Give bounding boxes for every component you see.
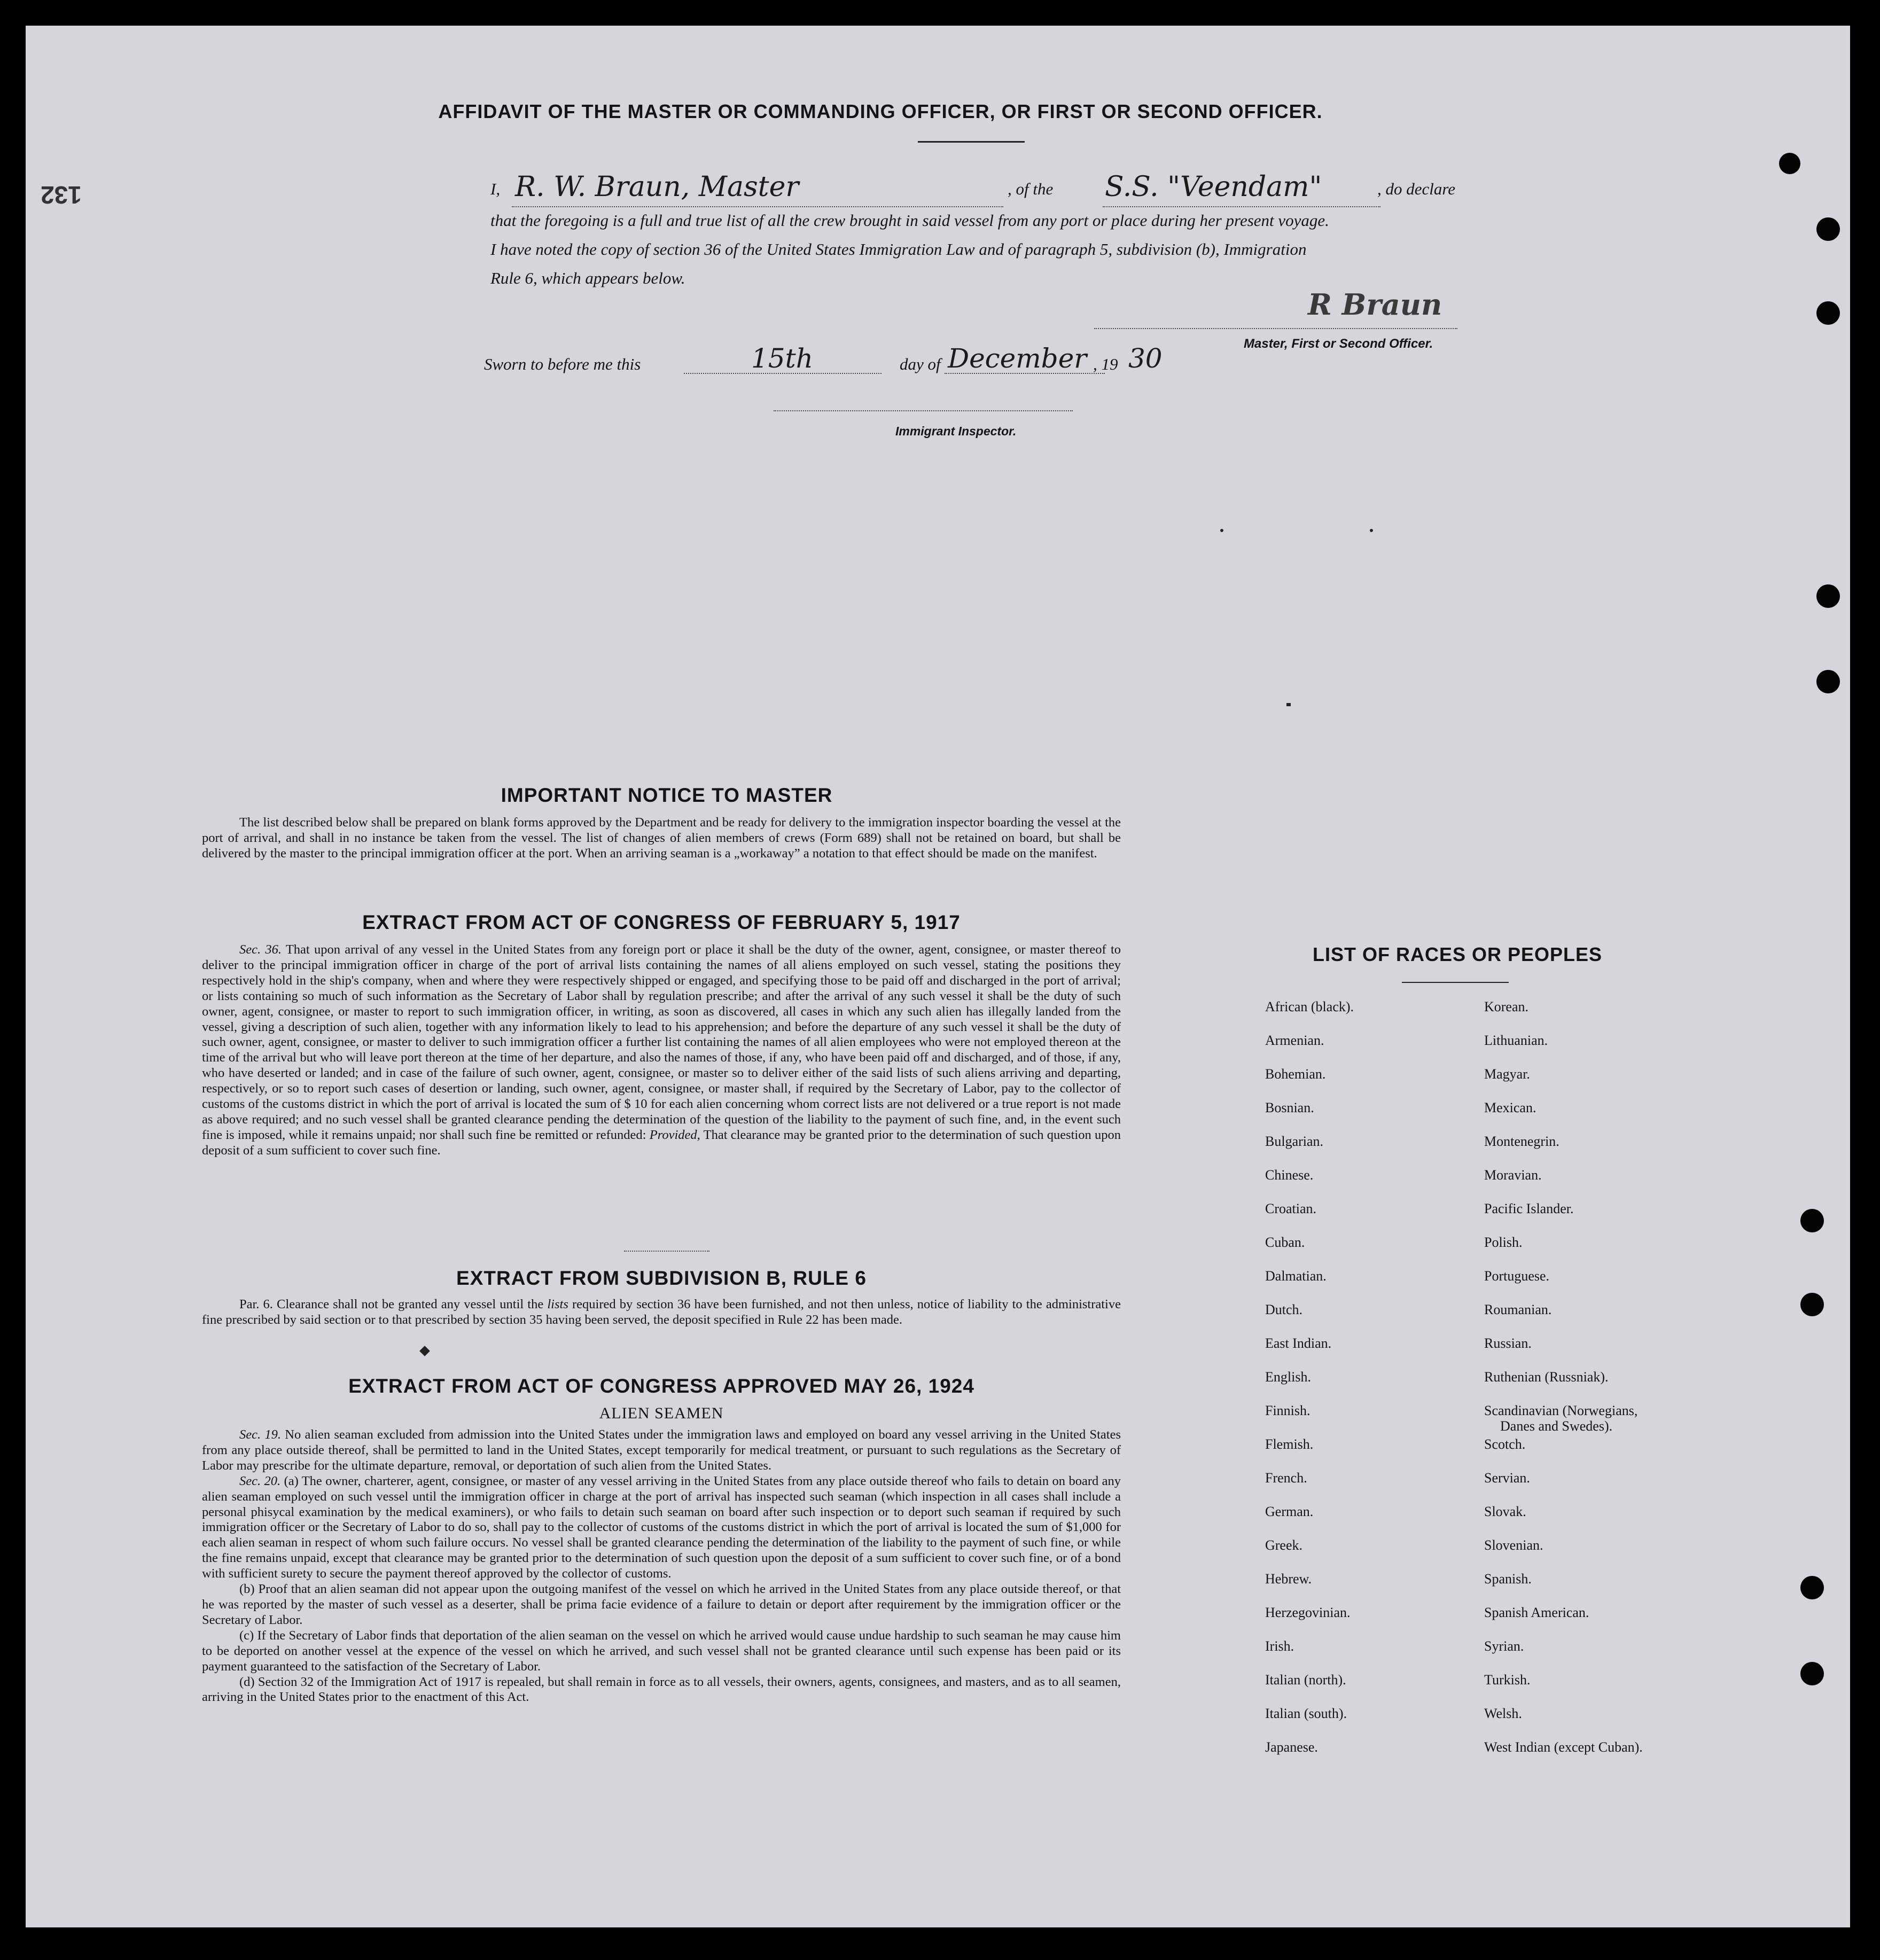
- race-item: Welsh.: [1484, 1706, 1522, 1721]
- notice-paragraph: The list described below shall be prepared on blank forms approved by the Department and be ready for delivery to the immigration inspector boarding the vessel at the port of arrival, and shall in no instance be taken from the vessel. The list of changes of alien members of crews (Form 689) shall not be retained on board, but shall be delivered by the master to the principal immigration officer at the port. When an arriving seaman is a „workaway” a notation to that effect should be made on the manifest.: [202, 815, 1121, 861]
- do-declare-label: , do declare: [1377, 179, 1456, 198]
- lists-word: lists: [547, 1297, 568, 1311]
- inspector-rule: [774, 410, 1073, 411]
- race-item: Roumanian.: [1484, 1302, 1552, 1317]
- race-item: Irish.: [1265, 1638, 1294, 1654]
- vessel-name: S.S. "Veendam": [1105, 171, 1322, 203]
- race-item: Herzegovinian.: [1265, 1605, 1351, 1620]
- sec-36-paragraph: [202, 942, 1121, 1159]
- master-name: R. W. Braun, Master: [515, 171, 799, 203]
- sec-20a-paragraph: [202, 1474, 1121, 1582]
- sworn-day: 15th: [751, 343, 813, 374]
- races-list: [1238, 999, 1773, 1790]
- race-item: Pacific Islander.: [1484, 1201, 1574, 1216]
- par-6-start: Par. 6. Clearance shall not be granted any vessel until the: [239, 1297, 544, 1311]
- sec-36-label: Sec. 36.: [239, 942, 282, 957]
- punch-hole: [1816, 670, 1840, 693]
- signature-rule: [1094, 328, 1457, 329]
- punch-hole: [1816, 217, 1840, 241]
- races-title: LIST OF RACES OR PEOPLES: [1312, 943, 1603, 965]
- notice-text: [202, 815, 1121, 862]
- document-page: [26, 26, 1850, 1927]
- year-suffix: 30: [1128, 343, 1163, 374]
- master-signature: R Braun: [1308, 287, 1442, 322]
- scan-mark: [1286, 703, 1291, 706]
- race-item: Spanish American.: [1484, 1605, 1589, 1620]
- extract-1924-title: EXTRACT FROM ACT OF CONGRESS APPROVED MAY 26, 1924: [348, 1375, 974, 1397]
- sec-19-paragraph: [202, 1427, 1121, 1474]
- race-item: Ruthenian (Russniak).: [1484, 1369, 1609, 1385]
- race-item: Italian (south).: [1265, 1706, 1347, 1721]
- race-item: Turkish.: [1484, 1672, 1531, 1688]
- extract-rule6-text: [202, 1297, 1121, 1328]
- race-item: Mexican.: [1484, 1100, 1536, 1115]
- race-item: Bohemian.: [1265, 1066, 1326, 1082]
- race-item: Japanese.: [1265, 1739, 1318, 1755]
- race-item: Montenegrin.: [1484, 1134, 1559, 1149]
- notice-title: IMPORTANT NOTICE TO MASTER: [501, 784, 833, 806]
- race-item: Slovenian.: [1484, 1537, 1543, 1553]
- declaration-line-4: Rule 6, which appears below.: [490, 269, 685, 287]
- day-of-label: day of: [900, 355, 941, 373]
- declaration-line-3: I have noted the copy of section 36 of the United States Immigration Law and of paragraph 5, subdivision (b), Immigration: [490, 240, 1307, 259]
- sworn-month-rule: [945, 373, 1105, 374]
- par-6-paragraph: [202, 1297, 1121, 1328]
- sworn-label: Sworn to before me this: [484, 355, 641, 373]
- extract-1924-subtitle: ALIEN SEAMEN: [599, 1404, 724, 1422]
- punch-hole: [1779, 153, 1800, 174]
- declaration-line-2: that the foregoing is a full and true list of all the crew brought in said vessel from any port or place during her present voyage.: [490, 211, 1329, 230]
- punch-hole: [1800, 1209, 1824, 1232]
- provided-label: Provided,: [649, 1127, 700, 1142]
- inspector-caption: Immigrant Inspector.: [895, 424, 1017, 438]
- race-item: Servian.: [1484, 1470, 1530, 1486]
- section-divider: [624, 1251, 709, 1252]
- race-item: Danes and Swedes).: [1500, 1418, 1613, 1434]
- race-item: Flemish.: [1265, 1436, 1314, 1452]
- race-item: Bosnian.: [1265, 1100, 1314, 1115]
- race-item: Syrian.: [1484, 1638, 1524, 1654]
- sec-20a-text: (a) The owner, charterer, agent, consignee, or master of any vessel arriving in the United States from any place outside thereof who fails to detain on board any alien seaman employed on such vessel until the immigration officer in charge at the port of arrival has inspected such seaman (which inspection in all cases shall include a personal phisycal examination by the medical examiners), or who fails to detain such seaman on board after such inspection or to deport such seaman if required by such immigration officer or the Secretary of Labor to do so, shall pay to the collector of customs of the customs district in which the port of arrival is located the sum of $1,000 for each alien seaman in respect of whom such failure occurs. No vessel shall be granted clearance pending the determination of the liability to the payment of such fine, or while the fine remains unpaid, except that clearance may be granted prior to the determination of such question upon the deposit of a sum sufficient to cover such fine, or of a bond with sufficient surety to secure the payment thereof approved by the collector of customs.: [202, 1473, 1121, 1581]
- race-item: African (black).: [1265, 999, 1354, 1014]
- race-item: West Indian (except Cuban).: [1484, 1739, 1643, 1755]
- punch-hole: [1800, 1576, 1824, 1599]
- race-item: Finnish.: [1265, 1403, 1310, 1418]
- race-item: Greek.: [1265, 1537, 1303, 1553]
- signature-caption: Master, First or Second Officer.: [1244, 337, 1433, 351]
- race-item: Portuguese.: [1484, 1268, 1550, 1284]
- punch-hole: [1800, 1662, 1824, 1685]
- extract-1924-text: [202, 1427, 1121, 1705]
- sworn-month: December: [948, 343, 1087, 374]
- sec-36-text: That upon arrival of any vessel in the United States from any foreign port or place it shall be the duty of the owner, agent, consignee, or master thereof to deliver to the principal immigration officer in charge of the port of arrival lists containing the names of all aliens employed on such vessel, stating the positions they respectively hold in the ship's company, when and where they were respectively shipped or engaged, and specifying those to be paid off and discharged in the port of arrival; or lists containing so much of such information as the Secretary of Labor shall by regulation prescribe; and after the arrival of any such vessel it shall be the duty of such owner, agent, consignee, or master to report to such immigration officer, in writing, as soon as discovered, all cases in which any such alien has illegally landed from the vessel, giving a description of such alien, together with any information likely to lead to his apprehension; and before the departure of any such vessel it shall be the duty of such owner, agent, consignee, or master to deliver to such immigration officer a further list containing the names of all alien employees who were not employed thereon at the time of the arrival but who will leave port thereon at the time of her departure, and also the names of those, if any, who have been paid off and discharged, and of those, if any, who have deserted or landed; and in case of the failure of such owner, agent, consignee, or master so to deliver either of the said lists of such aliens arriving and departing, respectively, or so to report such cases of desertion or landing, such owner, agent, consignee, or master shall, if required by the Secretary of Labor, pay to the collector of customs of the customs district in which the port of arrival is located the sum of $ 10 for each alien concerning whom correct lists are not delivered or a true report is not made as above required; and no such vessel shall be granted clearance pending the determination of the question of the liability to the payment of such fine, and, in the event such fine is imposed, while it remains unpaid; nor shall such fine be remitted or refunded:: [202, 942, 1121, 1142]
- race-item: Cuban.: [1265, 1235, 1305, 1250]
- year-prefix: , 19: [1093, 355, 1118, 373]
- scan-mark: [1370, 529, 1373, 532]
- i-label: I,: [490, 179, 501, 198]
- sworn-day-rule: [684, 373, 882, 374]
- punch-hole: [1800, 1293, 1824, 1316]
- of-the-label: , of the: [1008, 179, 1054, 198]
- extract-1917-title: EXTRACT FROM ACT OF CONGRESS OF FEBRUARY 5, 1917: [362, 911, 961, 933]
- race-item: Armenian.: [1265, 1033, 1324, 1048]
- sec-36-text-end: That clearance may be granted prior to the determination of such question upon deposit of a sum sufficient to cover such fine.: [202, 1127, 1121, 1158]
- scan-mark: [1220, 529, 1223, 532]
- declare-line: [490, 171, 1505, 206]
- extract-1917-text: [202, 942, 1121, 1159]
- sec-19-text: No alien seaman excluded from admission into the United States under the immigration laws and employed on board any vessel arriving in the United States from any place outside thereof, shall be permitted to land in the United States, except temporarily for medical treatment, or pursuant to such regulations as the Secretary of Labor may prescribe for the ultimate departure, removal, or deportation of such alien from the United States.: [202, 1427, 1121, 1473]
- affidavit-title: AFFIDAVIT OF THE MASTER OR COMMANDING OFFICER, OR FIRST OR SECOND OFFICER.: [438, 100, 1323, 122]
- punch-hole: [1816, 301, 1840, 325]
- par-6-end: required by section 36 have been furnished, and not then unless, notice of liability to the administrative fine prescribed by said section or to that prescribed by section 35 having been served, the deposit specified in Rule 22 has been made.: [202, 1297, 1121, 1327]
- title-underline: [918, 141, 1025, 143]
- race-item: Italian (north).: [1265, 1672, 1346, 1688]
- punch-hole: [1816, 584, 1840, 608]
- race-item: Scotch.: [1484, 1436, 1526, 1452]
- race-item: Russian.: [1484, 1336, 1532, 1351]
- sec-20b-paragraph: (b) Proof that an alien seaman did not appear upon the outgoing manifest of the vessel on which he arrived in the United States from any place outside thereof, or that he was reported by the master of such vessel as a deserter, shall be prima facie evidence of a failure to detain or deport after requirement by the immigration officer or the Secretary of Labor.: [202, 1582, 1121, 1627]
- sec-19-label: Sec. 19.: [239, 1427, 282, 1442]
- sec-20d-paragraph: (d) Section 32 of the Immigration Act of 1917 is repealed, but shall remain in force as to all vessels, their owners, agents, consignees, and masters, and as to all seamen, arriving in the United States prior to the enactment of this Act.: [202, 1674, 1121, 1705]
- extract-rule6-title: EXTRACT FROM SUBDIVISION B, RULE 6: [456, 1267, 867, 1289]
- race-item: Moravian.: [1484, 1167, 1542, 1183]
- sec-20c-paragraph: (c) If the Secretary of Labor finds that deportation of the alien seaman on the vessel on which he arrived would cause undue hardship to such seaman he may cause him to be deported on another vessel at the expence of the vessel on which he arrived, and such vessel shall not be granted clearance until such expense has been paid or its payment guaranteed to the satisfaction of the Secretary of Labor.: [202, 1628, 1121, 1674]
- race-item: Dalmatian.: [1265, 1268, 1327, 1284]
- race-item: Croatian.: [1265, 1201, 1317, 1216]
- margin-number: 132: [41, 181, 82, 209]
- race-item: Polish.: [1484, 1235, 1523, 1250]
- race-item: Korean.: [1484, 999, 1529, 1014]
- race-item: Scandinavian (Norwegians,: [1484, 1403, 1638, 1418]
- sec-20-label: Sec. 20.: [239, 1473, 281, 1488]
- race-item: Spanish.: [1484, 1571, 1532, 1587]
- race-item: Bulgarian.: [1265, 1134, 1324, 1149]
- scan-mark: [419, 1346, 430, 1356]
- race-item: Magyar.: [1484, 1066, 1530, 1082]
- races-title-underline: [1402, 982, 1509, 983]
- race-item: Slovak.: [1484, 1504, 1526, 1519]
- race-item: French.: [1265, 1470, 1307, 1486]
- race-item: East Indian.: [1265, 1336, 1332, 1351]
- race-item: Hebrew.: [1265, 1571, 1312, 1587]
- race-item: German.: [1265, 1504, 1314, 1519]
- race-item: Chinese.: [1265, 1167, 1314, 1183]
- race-item: English.: [1265, 1369, 1311, 1385]
- race-item: Dutch.: [1265, 1302, 1303, 1317]
- race-item: Lithuanian.: [1484, 1033, 1548, 1048]
